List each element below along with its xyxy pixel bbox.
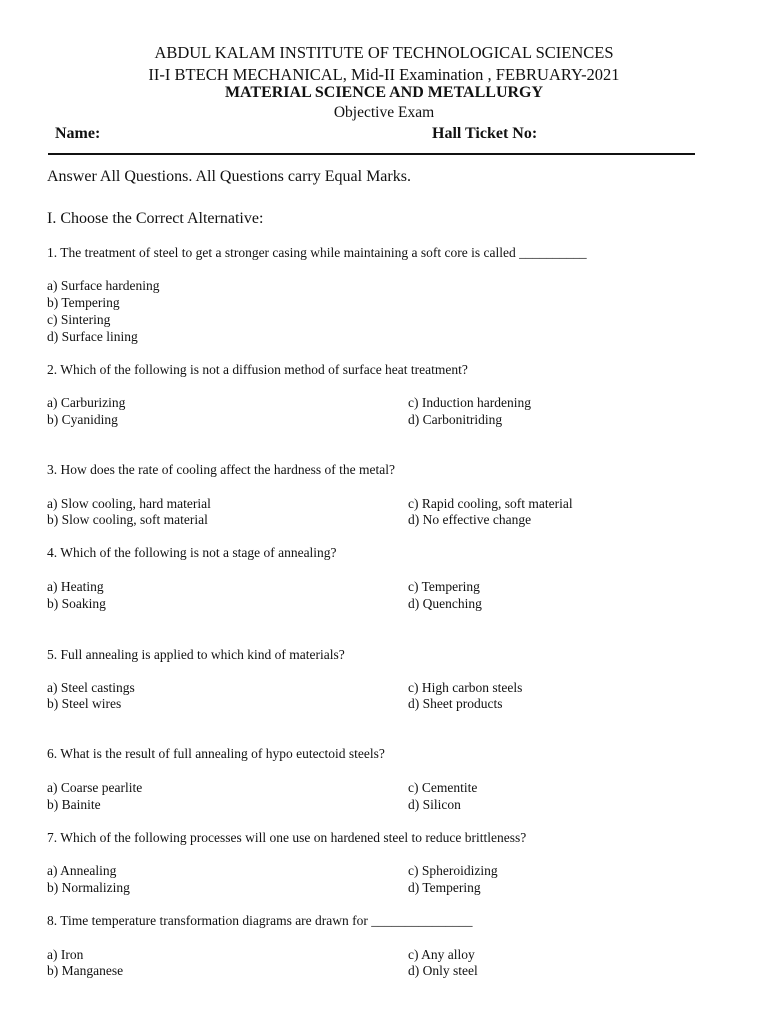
q6-option-a: a) Coarse pearlite: [47, 780, 143, 795]
q1-option-d: d) Surface lining: [47, 329, 138, 344]
question-6: 6. What is the result of full annealing of hypo eutectoid steels?: [47, 746, 385, 761]
exam-title: II-I BTECH MECHANICAL, Mid-II Examination , FEBRUARY-2021: [148, 65, 620, 84]
name-label: Name:: [55, 125, 101, 142]
q5-option-a: a) Steel castings: [47, 680, 135, 695]
institute-name: ABDUL KALAM INSTITUTE OF TECHNOLOGICAL SCIENCES: [154, 43, 614, 62]
q2-option-d: d) Carbonitriding: [408, 412, 503, 427]
q7-option-b: b) Normalizing: [47, 880, 130, 895]
q4-option-b: b) Soaking: [47, 596, 106, 611]
section-title: I. Choose the Correct Alternative:: [47, 210, 264, 227]
q4-option-a: a) Heating: [47, 579, 104, 594]
q7-option-d: d) Tempering: [408, 880, 481, 895]
q5-option-d: d) Sheet products: [408, 696, 503, 711]
q1-option-c: c) Sintering: [47, 312, 111, 327]
question-1: 1. The treatment of steel to get a stronger casing while maintaining a soft core is called __________: [47, 245, 587, 260]
question-3: 3. How does the rate of cooling affect the hardness of the metal?: [47, 462, 396, 477]
q3-option-d: d) No effective change: [408, 512, 532, 527]
q8-option-c: c) Any alloy: [408, 947, 475, 962]
exam-type: Objective Exam: [333, 104, 435, 121]
q2-option-b: b) Cyaniding: [47, 412, 118, 427]
question-2: 2. Which of the following is not a diffusion method of surface heat treatment?: [47, 362, 468, 377]
q8-option-d: d) Only steel: [408, 963, 478, 978]
instructions: Answer All Questions. All Questions carry Equal Marks.: [47, 168, 411, 185]
q4-option-c: c) Tempering: [408, 579, 480, 594]
q8-option-b: b) Manganese: [47, 963, 124, 978]
question-7: 7. Which of the following processes will one use on hardened steel to reduce brittleness?: [47, 830, 527, 845]
q8-option-a: a) Iron: [47, 947, 84, 962]
q7-option-c: c) Spheroidizing: [408, 863, 498, 878]
q6-option-b: b) Bainite: [47, 797, 101, 812]
q6-option-d: d) Silicon: [408, 797, 461, 812]
question-8: 8. Time temperature transformation diagrams are drawn for _______________: [47, 913, 473, 928]
question-4: 4. Which of the following is not a stage of annealing?: [47, 545, 337, 560]
q6-option-c: c) Cementite: [408, 780, 478, 795]
q4-option-d: d) Quenching: [408, 596, 482, 611]
header-divider: [48, 153, 695, 155]
q5-option-c: c) High carbon steels: [408, 680, 523, 695]
q2-option-c: c) Induction hardening: [408, 395, 531, 410]
question-5: 5. Full annealing is applied to which kind of materials?: [47, 647, 345, 662]
hall-ticket-label: Hall Ticket No:: [432, 125, 538, 142]
q3-option-a: a) Slow cooling, hard material: [47, 496, 211, 511]
q3-option-c: c) Rapid cooling, soft material: [408, 496, 573, 511]
q5-option-b: b) Steel wires: [47, 696, 122, 711]
q2-option-a: a) Carburizing: [47, 395, 126, 410]
q7-option-a: a) Annealing: [47, 863, 117, 878]
q3-option-b: b) Slow cooling, soft material: [47, 512, 208, 527]
q1-option-a: a) Surface hardening: [47, 278, 160, 293]
subject-title: MATERIAL SCIENCE AND METALLURGY: [224, 84, 544, 101]
q1-option-b: b) Tempering: [47, 295, 120, 310]
